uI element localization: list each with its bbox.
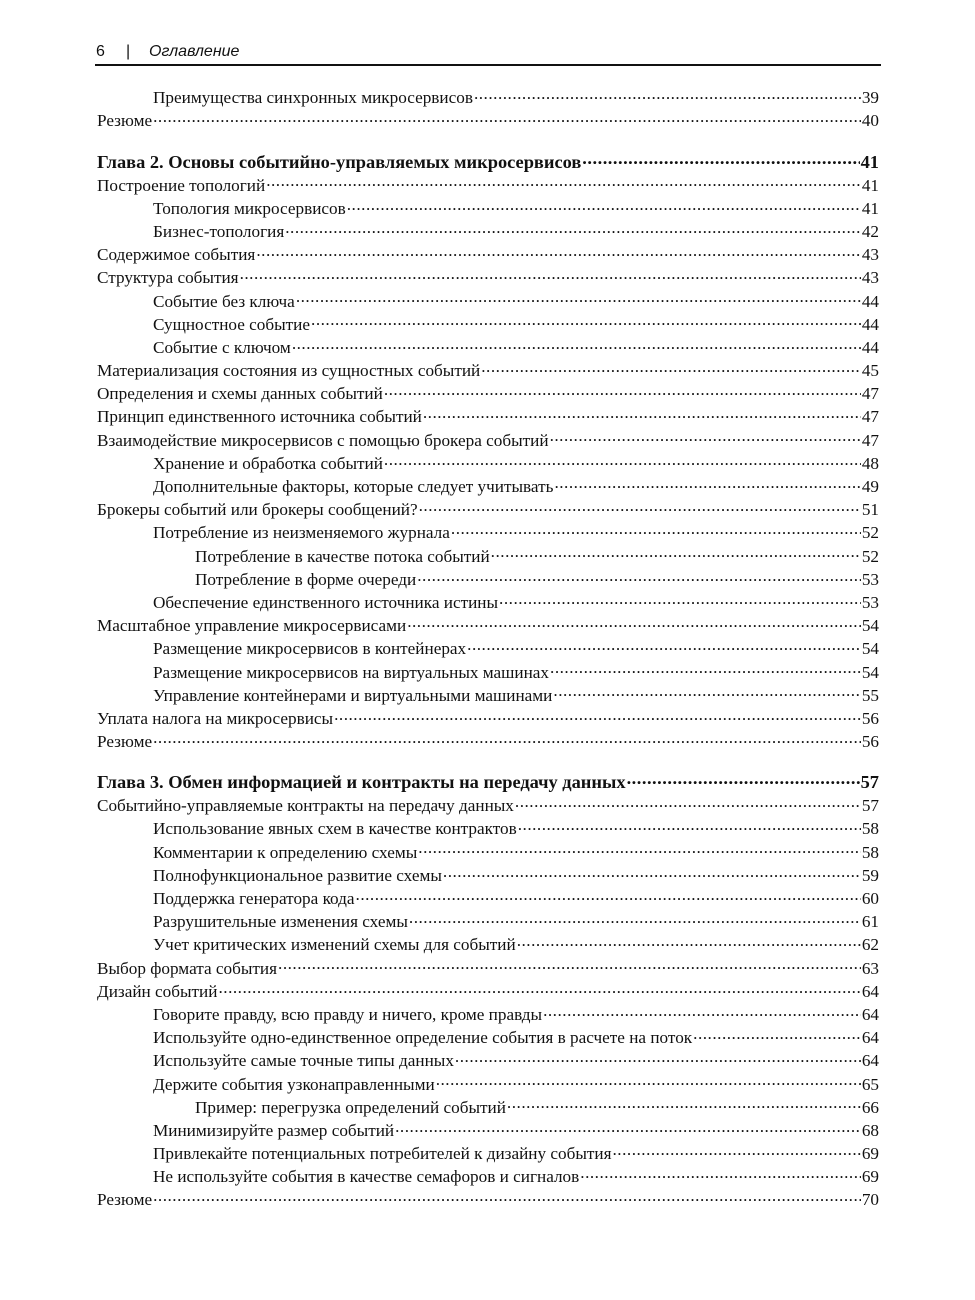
toc-entry-label: Построение топологий: [97, 175, 266, 195]
dot-leader: [467, 637, 861, 654]
toc-entry-page: 47: [861, 407, 879, 427]
toc-entry-label: Резюме: [97, 1190, 153, 1210]
toc-entry-page: 64: [861, 1004, 879, 1024]
toc-entry-label: Держите события узконаправленными: [153, 1074, 435, 1094]
toc-entry[interactable]: [97, 1142, 879, 1165]
toc-entry-label: Использование явных схем в качестве контрактов: [153, 819, 517, 839]
toc-entry-page: 58: [861, 842, 879, 862]
dot-leader: [296, 289, 861, 306]
toc-entry[interactable]: [97, 956, 879, 979]
dot-leader: [278, 956, 861, 973]
toc-entry[interactable]: [97, 428, 879, 451]
toc-entry-label: Выбор формата события: [97, 958, 278, 978]
toc-entry[interactable]: [97, 840, 879, 863]
toc-entry-label: Событие с ключом: [153, 337, 291, 357]
toc-entry-page: 53: [861, 569, 879, 589]
toc-entry-page: 39: [861, 88, 879, 108]
dot-leader: [627, 770, 860, 788]
toc-entry-page: 56: [861, 708, 879, 728]
toc-entry-label: Масштабное управление микросервисами: [97, 616, 407, 636]
toc-entry-label: Топология микросервисов: [153, 198, 346, 218]
toc-entry-label: Брокеры событий или брокеры сообщений?: [97, 500, 418, 520]
toc-entry-label: Поддержка генератора кода: [153, 889, 355, 908]
toc-entry[interactable]: [97, 591, 879, 614]
dot-leader: [474, 86, 861, 103]
dot-leader: [418, 840, 861, 857]
toc-entry-page: 62: [861, 935, 879, 955]
toc-entry-page: 44: [861, 314, 879, 334]
toc-entry-page: 48: [861, 453, 879, 473]
toc-entry-page: 61: [861, 912, 879, 932]
toc-entry-page: 69: [861, 1167, 879, 1187]
dot-leader: [554, 475, 860, 492]
dot-leader: [436, 1072, 861, 1089]
toc-entry[interactable]: [97, 243, 879, 266]
toc-entry-page: 49: [861, 477, 879, 496]
dot-leader: [550, 428, 861, 445]
toc-entry[interactable]: [97, 1188, 879, 1211]
toc-entry[interactable]: [97, 730, 879, 753]
toc-entry[interactable]: [97, 887, 879, 910]
dot-leader: [285, 220, 861, 237]
toc-entry-page: 66: [861, 1097, 879, 1117]
toc-entry[interactable]: [97, 313, 879, 336]
dot-leader: [582, 149, 859, 167]
toc-entry-page: 57: [861, 796, 879, 816]
toc-entry[interactable]: [97, 1049, 879, 1072]
toc-entry[interactable]: [97, 173, 879, 196]
dot-leader: [409, 910, 861, 927]
dot-leader: [153, 1188, 861, 1205]
toc-entry-page: 70: [861, 1190, 879, 1210]
toc-entry-label: Используйте самые точные типы данных: [153, 1051, 454, 1071]
toc-chapter-2-heading[interactable]: [97, 149, 879, 173]
toc-entry-label: Минимизируйте размер событий: [153, 1120, 395, 1140]
toc-entry[interactable]: [97, 544, 879, 567]
toc-entry[interactable]: [97, 660, 879, 683]
toc-entry[interactable]: [97, 405, 879, 428]
toc-entry-label: Сущностное событие: [153, 314, 311, 334]
toc-entry[interactable]: [97, 707, 879, 730]
toc-entry-page: 42: [861, 221, 879, 241]
header-separator: |: [126, 43, 131, 60]
toc-entry-page: 43: [861, 268, 879, 288]
toc-entry-page: 53: [861, 592, 879, 612]
toc-entry-label: Обеспечение единственного источника истины: [153, 592, 499, 612]
toc-entry-label: Принцип единственного источника событий: [97, 407, 422, 427]
dot-leader: [266, 173, 861, 190]
toc-entry[interactable]: [97, 1096, 879, 1119]
dot-leader: [311, 313, 861, 330]
chapter-2-entries: [97, 173, 879, 753]
toc-entry[interactable]: [97, 1119, 879, 1142]
toc-entry[interactable]: [97, 109, 879, 132]
dot-leader: [491, 544, 861, 561]
toc-entry[interactable]: [97, 498, 879, 521]
toc-entry-page: 68: [861, 1120, 879, 1140]
toc-entry[interactable]: [97, 336, 879, 359]
toc-entry-page: 47: [861, 384, 879, 404]
toc-entry-label: Материализация состояния из сущностных событий: [97, 361, 481, 381]
toc-entry[interactable]: [97, 637, 879, 660]
toc-entry[interactable]: [97, 1026, 879, 1049]
toc-entry-page: 52: [861, 523, 879, 543]
toc-entry-page: 44: [861, 291, 879, 311]
dot-leader: [443, 864, 861, 881]
toc-entry[interactable]: [97, 568, 879, 591]
toc-entry-label: Определения и схемы данных событий: [97, 384, 383, 404]
toc-entry-label: Содержимое события: [97, 245, 256, 265]
dot-leader: [347, 197, 861, 214]
toc-entry[interactable]: [97, 1165, 879, 1188]
dot-leader: [292, 336, 861, 353]
toc-entry-page: 45: [861, 361, 879, 381]
table-of-contents: [97, 86, 879, 1211]
toc-entry-label: Событие без ключа: [153, 291, 295, 311]
toc-entry[interactable]: [97, 864, 879, 887]
toc-entry[interactable]: [97, 1072, 879, 1095]
chapter-title: Глава 2. Основы событийно-управляемых микросервисов: [97, 151, 582, 172]
toc-entry-page: 55: [861, 685, 879, 705]
toc-entry-label: Не используйте события в качестве семафоров и сигналов: [153, 1167, 580, 1187]
toc-entry-label: Разрушительные изменения схемы: [153, 912, 408, 932]
toc-entry-page: 40: [861, 111, 879, 131]
toc-entry[interactable]: [97, 933, 879, 956]
dot-leader: [455, 1049, 861, 1066]
running-header: [96, 40, 880, 64]
toc-entry[interactable]: [97, 910, 879, 933]
chapter-3-entries: [97, 794, 879, 1211]
toc-entry-page: 64: [861, 981, 879, 1001]
toc-entry-label: Бизнес-топология: [153, 221, 285, 241]
dot-leader: [423, 405, 861, 422]
toc-entry-label: Дополнительные факторы, которые следует учитывать: [153, 477, 554, 496]
toc-entry[interactable]: [97, 359, 879, 382]
header-rule: [95, 64, 881, 66]
dot-leader: [419, 498, 861, 515]
toc-entry-label: Преимущества синхронных микросервисов: [153, 88, 473, 108]
dot-leader: [580, 1165, 861, 1182]
toc-entry[interactable]: [97, 980, 879, 1003]
dot-leader: [507, 1096, 861, 1113]
dot-leader: [693, 1026, 861, 1043]
toc-entry-label: Потребление из неизменяемого журнала: [153, 523, 450, 543]
chapter-page: 41: [860, 151, 879, 172]
section-title: Оглавление: [149, 43, 240, 60]
toc-entry[interactable]: [97, 220, 879, 243]
dot-leader: [395, 1119, 861, 1136]
toc-entry-label: Используйте одно-единственное определение события в расчете на поток: [153, 1028, 693, 1048]
chapter-title: Глава 3. Обмен информацией и контракты на передачу данных: [97, 772, 626, 793]
dot-leader: [218, 980, 860, 997]
toc-entry-page: 63: [861, 958, 879, 978]
toc-entry-page: 47: [861, 430, 879, 450]
toc-entry-page: 56: [861, 732, 879, 752]
toc-entry-page: 43: [861, 245, 879, 265]
toc-entry-page: 41: [861, 198, 879, 218]
toc-entry-page: 54: [861, 639, 879, 659]
toc-entry[interactable]: [97, 684, 879, 707]
chapter-page: 57: [860, 772, 879, 793]
dot-leader: [553, 684, 860, 701]
toc-entry-label: Резюме: [97, 111, 153, 131]
toc-entry[interactable]: [97, 614, 879, 637]
toc-entry-label: Полнофункциональное развитие схемы: [153, 865, 442, 885]
toc-entry-label: Пример: перегрузка определений событий: [195, 1097, 506, 1117]
dot-leader: [543, 1003, 861, 1020]
dot-leader: [417, 568, 861, 585]
toc-entry-label: Структура события: [97, 268, 239, 288]
toc-entry-label: Хранение и обработка событий: [153, 453, 383, 473]
toc-entry[interactable]: [97, 452, 879, 475]
toc-entry[interactable]: [97, 817, 879, 840]
toc-entry-page: 64: [861, 1028, 879, 1048]
toc-entry[interactable]: [97, 86, 879, 109]
toc-entry[interactable]: [97, 475, 879, 498]
toc-entry-label: Взаимодействие микросервисов с помощью брокера событий: [97, 430, 549, 450]
toc-entry[interactable]: [97, 382, 879, 405]
dot-leader: [384, 452, 861, 469]
toc-entry-page: 59: [861, 865, 879, 885]
dot-leader: [240, 266, 861, 283]
toc-entry[interactable]: [97, 266, 879, 289]
toc-entry-label: Размещение микросервисов на виртуальных машинах: [153, 662, 550, 682]
toc-entry[interactable]: [97, 521, 879, 544]
toc-entry-label: Потребление в форме очереди: [195, 569, 417, 589]
dot-leader: [515, 794, 861, 811]
toc-entry-page: 65: [861, 1074, 879, 1094]
page-number: 6: [96, 43, 105, 60]
toc-entry[interactable]: [97, 794, 879, 817]
dot-leader: [384, 382, 861, 399]
dot-leader: [407, 614, 861, 631]
toc-entry-page: 51: [861, 500, 879, 520]
toc-entry-label: Резюме: [97, 732, 153, 752]
toc-entry-page: 69: [861, 1144, 879, 1164]
dot-leader: [550, 660, 861, 677]
toc-entry-page: 58: [861, 819, 879, 839]
toc-entry-page: 52: [861, 546, 879, 566]
toc-entry-label: Учет критических изменений схемы для событий: [153, 935, 516, 955]
dot-leader: [153, 730, 861, 747]
toc-entry-page: 54: [861, 616, 879, 636]
toc-entry-page: 60: [861, 889, 879, 908]
dot-leader: [256, 243, 860, 260]
toc-entry-label: Комментарии к определению схемы: [153, 842, 418, 862]
dot-leader: [334, 707, 861, 724]
dot-leader: [451, 521, 861, 538]
toc-entry-page: 54: [861, 662, 879, 682]
dot-leader: [481, 359, 861, 376]
toc-entry-label: Уплата налога на микросервисы: [97, 708, 334, 728]
toc-chapter-3-heading[interactable]: [97, 770, 879, 794]
dot-leader: [153, 109, 861, 126]
toc-entry-label: Потребление в качестве потока событий: [195, 546, 490, 566]
toc-entry-label: Событийно-управляемые контракты на передачу данных: [97, 796, 514, 816]
dot-leader: [356, 887, 861, 904]
dot-leader: [518, 817, 861, 834]
toc-entry-page: 64: [861, 1051, 879, 1071]
toc-entry-label: Управление контейнерами и виртуальными машинами: [153, 685, 553, 705]
toc-entry-page: 44: [861, 337, 879, 357]
toc-entry[interactable]: [97, 289, 879, 312]
toc-entry-page: 41: [861, 175, 879, 195]
toc-entry[interactable]: [97, 197, 879, 220]
toc-entry-label: Дизайн событий: [97, 981, 218, 1001]
dot-leader: [517, 933, 861, 950]
dot-leader: [613, 1142, 861, 1159]
toc-entry-label: Привлекайте потенциальных потребителей к дизайну события: [153, 1144, 612, 1164]
dot-leader: [499, 591, 861, 608]
toc-entry-label: Размещение микросервисов в контейнерах: [153, 639, 467, 659]
toc-entry-label: Говорите правду, всю правду и ничего, кроме правды: [153, 1004, 543, 1024]
toc-entry[interactable]: [97, 1003, 879, 1026]
